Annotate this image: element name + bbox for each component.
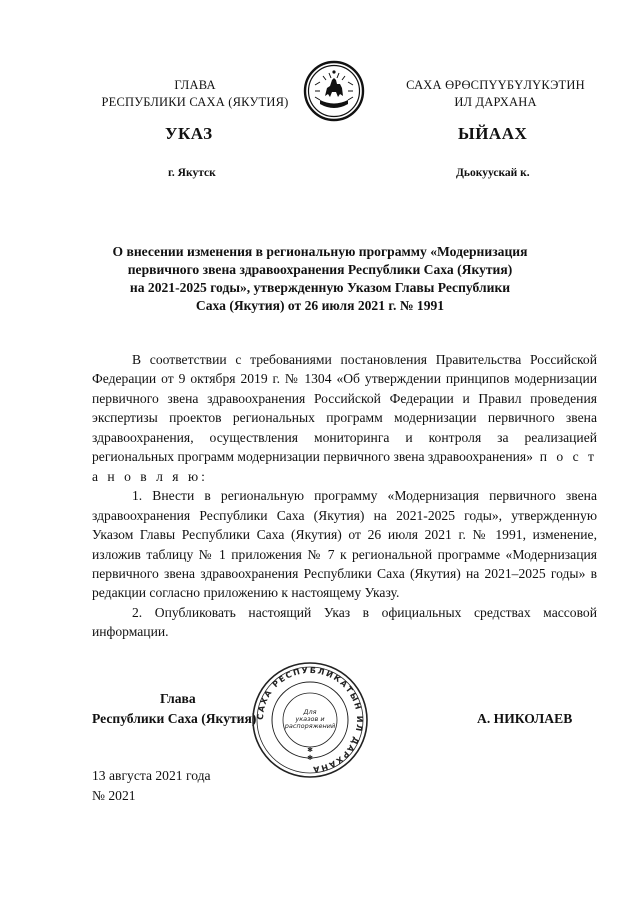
title-line: первичного звена здравоохранения Республики Саха (Якутия) [127,262,513,277]
city-right: Дьокуускай к. [456,167,530,179]
stamp-inner-line3: распоряжений [284,722,336,730]
item-2-paragraph: 2. Опубликовать настоящий Указ в официальных средствах массовой информации. [92,604,597,640]
document-title [90,243,550,315]
header-left-line1: ГЛАВА [174,78,216,92]
header-left [80,77,310,111]
svg-text:✱: ✱ [307,754,313,762]
title-line: на 2021-2025 годы», утвержденную Указом Главы Республики [129,280,511,295]
official-stamp [250,660,370,780]
stamp-inner-line1: Для [303,708,317,716]
city-left: г. Якутск [168,167,216,179]
title-line: О внесении изменения в региональную программу «Модернизация [112,244,528,259]
signatory-name: А. НИКОЛАЕВ [477,711,573,726]
signature-title-line1: Глава [160,691,196,706]
decree-number: № 2021 [92,788,136,803]
document-body [92,350,597,642]
item-1-paragraph: 1. Внести в региональную программу «Модернизация первичного звена здравоохранения Республики Саха (Якутия) на 2021-2025 годы», утвержденную Указом Главы Республики Саха (Якутия) от 26 июля 2021 г. № 1991, изменение, изложив таблицу № 1 приложения № 7 к региональной программе «Модернизация первичного звена здравоохранения Республики Саха (Якутия) на 2021–2025 годы» в редакции согласно приложению к настоящему Указу. [92,488,597,601]
footer [92,766,211,806]
title-line: Саха (Якутия) от 26 июля 2021 г. № 1991 [195,298,445,313]
header-right-line1: САХА ӨРӨСПҮҮБҮЛҮКЭТИН [406,78,585,92]
stamp-inner-line2: указов и [295,715,325,723]
stamp-ring-text: САХА РЕСПУБЛИКАТЫН ИЛ ДАРХАНА [255,665,365,775]
decree-word: п о с т а н о в л я ю: [92,449,597,484]
decree-date: 13 августа 2021 года [92,768,211,783]
header-right [388,77,603,111]
header-right-line2: ИЛ ДАРХАНА [454,95,537,109]
preamble-text: В соответствии с требованиями постановления Правительства Российской Федерации от 9 октября 2019 г. № 1304 «Об утверждении принципов модернизации первичного звена здравоохранения Российской Федерации и Правил проведения экспертизы проектов региональных программ модернизации первичного звена здравоохранения, осуществления мониторинга и контроля за реализацией региональных программ модернизации первичного звена здравоохранения» [92,352,597,465]
doc-type-right: ЫЙААХ [458,124,528,143]
signature-title-line2: Республики Саха (Якутия) [92,711,257,726]
header-left-line2: РЕСПУБЛИКИ САХА (ЯКУТИЯ) [101,95,289,109]
doc-type-left: УКАЗ [165,124,213,143]
svg-text:✱: ✱ [307,746,313,754]
preamble-paragraph [92,350,597,486]
coat-of-arms-emblem [303,60,365,122]
